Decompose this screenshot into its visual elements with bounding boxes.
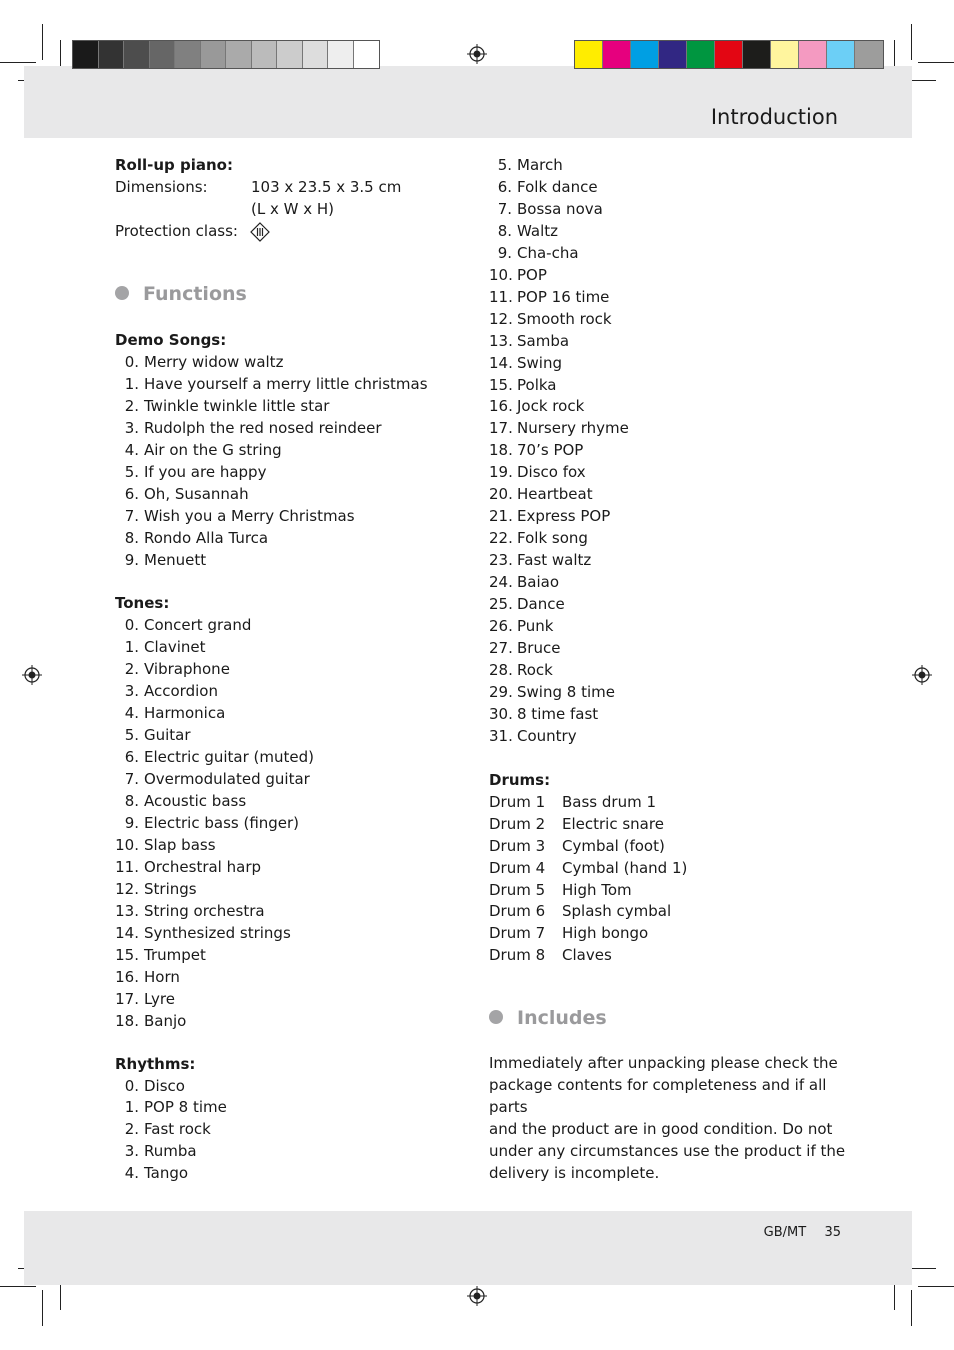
list-item-label: Slap bass: [144, 835, 216, 854]
list-item: [115, 681, 455, 703]
list-item: [115, 813, 455, 835]
color-swatch: [687, 41, 715, 68]
list-item-label: Concert grand: [144, 616, 252, 635]
demo-songs-list: [115, 352, 455, 572]
color-swatch: [175, 41, 201, 68]
crop-mark: [42, 1290, 43, 1326]
list-item-number: 15.: [115, 945, 139, 964]
list-item-number: 7.: [124, 506, 139, 525]
list-item: [115, 462, 455, 484]
list-item: [115, 396, 455, 418]
color-swatch: [715, 41, 743, 68]
list-item: [115, 1141, 455, 1163]
crop-mark: [894, 1282, 895, 1310]
drum-number: Drum 4: [489, 858, 546, 877]
list-item-label: Nursery rhyme: [517, 419, 629, 438]
list-item: [489, 594, 849, 616]
list-item: [489, 309, 849, 331]
list-item-label: POP: [517, 265, 547, 284]
registration-mark-icon: [467, 44, 487, 64]
list-item-number: 3.: [124, 682, 139, 701]
list-item: [115, 659, 455, 681]
list-item: [489, 155, 849, 177]
protection-class-iii-icon: [250, 222, 270, 242]
list-item-number: 3.: [124, 1142, 139, 1161]
list-item-label: Heartbeat: [517, 485, 593, 504]
color-swatch: [99, 41, 125, 68]
list-item-number: 19.: [489, 463, 513, 482]
list-item-label: Disco fox: [517, 463, 586, 482]
color-swatch: [743, 41, 771, 68]
list-item-label: Samba: [517, 331, 570, 350]
drum-row: [489, 945, 687, 967]
list-item-number: 18.: [115, 1011, 139, 1030]
list-item-number: 30.: [489, 704, 513, 723]
list-item: [115, 550, 455, 572]
list-item-label: Strings: [144, 879, 197, 898]
crop-mark: [911, 1290, 912, 1326]
list-item: [115, 1076, 455, 1098]
list-item-number: 9.: [497, 243, 512, 262]
rollup-piano-specs: [115, 155, 445, 243]
list-item: [115, 506, 455, 528]
tones-heading: Tones:: [115, 594, 170, 613]
list-item-number: 8.: [124, 792, 139, 811]
list-item-label: Overmodulated guitar: [144, 770, 310, 789]
list-item-label: Vibraphone: [144, 660, 230, 679]
list-item-label: Acoustic bass: [144, 792, 247, 811]
footer-band: [24, 1211, 912, 1285]
list-item-number: 1.: [124, 1098, 139, 1117]
list-item-label: Electric guitar (muted): [144, 748, 315, 767]
dimensions-value: 103 x 23.5 x 3.5 cm: [251, 177, 402, 196]
list-item: [115, 440, 455, 462]
list-item-number: 6.: [124, 748, 139, 767]
drum-number: Drum 5: [489, 880, 546, 899]
list-item: [489, 506, 849, 528]
list-item-label: Lyre: [144, 989, 175, 1008]
list-item-label: Dance: [517, 595, 565, 614]
list-item-label: POP 16 time: [517, 287, 610, 306]
color-swatch: [799, 41, 827, 68]
list-item: [115, 484, 455, 506]
list-item-label: Bruce: [517, 638, 561, 657]
list-item-number: 8.: [497, 221, 512, 240]
includes-paragraph: [489, 1053, 849, 1185]
list-item-number: 11.: [489, 287, 513, 306]
list-item: [115, 857, 455, 879]
list-item-number: 13.: [115, 901, 139, 920]
list-item: [115, 791, 455, 813]
drums-heading: Drums:: [489, 770, 551, 789]
list-item-number: 5.: [497, 156, 512, 174]
drum-number: Drum 3: [489, 836, 546, 855]
list-item-number: 17.: [489, 419, 513, 438]
list-item: [115, 725, 455, 747]
list-item-number: 5.: [124, 462, 139, 481]
footer-locale: GB/MT: [763, 1225, 807, 1240]
drum-sound: Claves: [562, 946, 612, 965]
list-item: [115, 923, 455, 945]
list-item: [115, 374, 455, 396]
list-item-number: 0.: [124, 1076, 139, 1095]
page-footer: [764, 1225, 841, 1240]
drum-sound: Cymbal (foot): [562, 836, 665, 855]
list-item-number: 31.: [489, 726, 513, 745]
list-item-number: 10.: [489, 265, 513, 284]
drum-sound: Electric snare: [562, 814, 664, 833]
list-item-label: Express POP: [517, 507, 611, 526]
list-item-label: Baiao: [517, 573, 560, 592]
registration-mark-icon: [467, 1286, 487, 1306]
list-item-number: 7.: [124, 770, 139, 789]
list-item-label: Swing 8 time: [517, 682, 615, 701]
color-swatch: [124, 41, 150, 68]
crop-mark: [60, 1282, 61, 1310]
list-item: [489, 353, 849, 375]
list-item-number: 6.: [497, 177, 512, 196]
list-item: [115, 879, 455, 901]
rollup-piano-heading: Roll-up piano:: [115, 156, 233, 174]
crop-mark: [42, 24, 43, 60]
list-item: [115, 615, 455, 637]
list-item: [115, 747, 455, 769]
list-item-number: 3.: [124, 418, 139, 437]
list-item-label: String orchestra: [144, 901, 265, 920]
list-item-label: Punk: [517, 617, 554, 636]
drum-row: [489, 858, 687, 880]
color-swatch: [150, 41, 176, 68]
list-item: [489, 550, 849, 572]
list-item-number: 1.: [124, 374, 139, 393]
color-swatch: [827, 41, 855, 68]
color-swatch: [575, 41, 603, 68]
list-item-number: 7.: [497, 199, 512, 218]
list-item-number: 12.: [489, 309, 513, 328]
list-item: [489, 726, 849, 748]
list-item: [115, 528, 455, 550]
list-item-label: Accordion: [144, 682, 218, 701]
list-item-label: Polka: [517, 375, 557, 394]
registration-mark-icon: [22, 665, 42, 685]
protection-class-label: Protection class:: [115, 221, 238, 240]
list-item-label: Jock rock: [517, 397, 585, 416]
list-item: [115, 1011, 455, 1033]
list-item-number: 12.: [115, 879, 139, 898]
functions-heading-label: Functions: [143, 283, 247, 305]
color-swatch: [631, 41, 659, 68]
drum-number: Drum 6: [489, 902, 546, 921]
crop-mark: [918, 1286, 954, 1287]
list-item: [489, 221, 849, 243]
list-item-label: Synthesized strings: [144, 923, 291, 942]
color-swatch: [328, 41, 354, 68]
drum-sound: Splash cymbal: [562, 902, 672, 921]
list-item-label: POP 8 time: [144, 1098, 227, 1117]
includes-line: delivery is incomplete.: [489, 1163, 660, 1182]
drum-sound: High Tom: [562, 880, 632, 899]
left-column-lists: [115, 330, 455, 1185]
list-item: [489, 638, 849, 660]
list-item-number: 1.: [124, 638, 139, 657]
list-item: [489, 572, 849, 594]
dimensions-unit: (L x W x H): [251, 199, 334, 218]
list-item: [489, 528, 849, 550]
drum-row: [489, 923, 687, 945]
page-title: Introduction: [710, 105, 838, 129]
list-item-label: Rock: [517, 660, 553, 679]
list-item: [489, 396, 849, 418]
list-item-label: If you are happy: [144, 462, 267, 481]
list-item-label: Fast rock: [144, 1120, 211, 1139]
list-item: [489, 484, 849, 506]
list-item-label: Trumpet: [144, 945, 206, 964]
list-item-number: 27.: [489, 638, 513, 657]
includes-heading: [489, 1007, 607, 1029]
list-item-number: 4.: [124, 1164, 139, 1183]
list-item-number: 0.: [124, 616, 139, 635]
list-item-number: 28.: [489, 660, 513, 679]
list-item-label: Rondo Alla Turca: [144, 528, 269, 547]
bullet-dot-icon: [489, 1010, 503, 1024]
includes-line: Immediately after unpacking please check the: [489, 1054, 838, 1072]
list-item: [489, 265, 849, 287]
list-item: [115, 769, 455, 791]
list-item-label: Tango: [144, 1164, 189, 1183]
list-item-number: 16.: [115, 967, 139, 986]
list-item: [115, 835, 455, 857]
right-column-lists: [489, 155, 849, 967]
list-item-number: 2.: [124, 396, 139, 415]
list-item-label: Wish you a Merry Christmas: [144, 506, 355, 525]
list-item: [489, 682, 849, 704]
list-item-label: Cha-cha: [517, 243, 579, 262]
color-swatch: [855, 41, 883, 68]
list-item-label: Twinkle twinkle little star: [144, 396, 330, 415]
list-item-number: 14.: [489, 353, 513, 372]
list-item: [115, 637, 455, 659]
drum-sound: High bongo: [562, 924, 649, 943]
color-swatch: [201, 41, 227, 68]
list-item: [489, 243, 849, 265]
list-item: [489, 331, 849, 353]
dimensions-label: Dimensions:: [115, 177, 208, 196]
list-item-number: 2.: [124, 1120, 139, 1139]
list-item-label: Guitar: [144, 726, 191, 745]
drum-number: Drum 2: [489, 814, 546, 833]
list-item-number: 8.: [124, 528, 139, 547]
list-item-number: 25.: [489, 595, 513, 614]
tones-list: [115, 615, 455, 1032]
list-item: [115, 901, 455, 923]
list-item-number: 15.: [489, 375, 513, 394]
list-item-number: 20.: [489, 485, 513, 504]
list-item-number: 13.: [489, 331, 513, 350]
list-item: [115, 945, 455, 967]
list-item: [115, 352, 455, 374]
page-number: 35: [824, 1225, 841, 1240]
drum-number: Drum 7: [489, 924, 546, 943]
list-item-label: 8 time fast: [517, 704, 599, 723]
drums-table: [489, 792, 687, 968]
list-item-label: Horn: [144, 967, 180, 986]
list-item-label: 70’s POP: [517, 441, 584, 460]
list-item: [115, 1119, 455, 1141]
includes-line: and the product are in good condition. Do not: [489, 1119, 833, 1138]
color-swatch: [252, 41, 278, 68]
list-item-number: 17.: [115, 989, 139, 1008]
drum-sound: Bass drum 1: [562, 792, 656, 811]
drum-row: [489, 880, 687, 902]
list-item-number: 21.: [489, 507, 513, 526]
list-item: [489, 418, 849, 440]
list-item-label: Oh, Susannah: [144, 484, 249, 503]
crop-mark: [918, 62, 954, 63]
list-item: [489, 660, 849, 682]
drum-row: [489, 836, 687, 858]
list-item-number: 23.: [489, 551, 513, 570]
drum-row: [489, 814, 687, 836]
list-item-label: Disco: [144, 1076, 185, 1095]
rhythms-list: [115, 1076, 455, 1186]
list-item-label: Rumba: [144, 1142, 197, 1161]
drum-sound: Cymbal (hand 1): [562, 858, 688, 877]
list-item: [489, 462, 849, 484]
color-swatch: [277, 41, 303, 68]
list-item-label: Folk song: [517, 529, 588, 548]
list-item-label: Merry widow waltz: [144, 352, 284, 371]
rhythms-list-continued: [489, 155, 849, 748]
list-item-number: 24.: [489, 573, 513, 592]
list-item-label: Folk dance: [517, 177, 598, 196]
list-item-label: Waltz: [517, 221, 558, 240]
list-item: [115, 967, 455, 989]
drum-row: [489, 901, 687, 923]
list-item-number: 6.: [124, 484, 139, 503]
crop-mark: [911, 24, 912, 60]
drum-number: Drum 1: [489, 792, 546, 811]
list-item: [115, 703, 455, 725]
list-item: [489, 704, 849, 726]
list-item-number: 16.: [489, 397, 513, 416]
list-item-number: 14.: [115, 923, 139, 942]
crop-mark: [0, 1286, 36, 1287]
color-swatch: [73, 41, 99, 68]
color-calibration-strip: [574, 40, 884, 69]
list-item-label: Rudolph the red nosed reindeer: [144, 418, 382, 437]
list-item-number: 22.: [489, 529, 513, 548]
list-item-label: Banjo: [144, 1011, 187, 1030]
list-item-number: 4.: [124, 704, 139, 723]
list-item: [489, 199, 849, 221]
list-item-number: 4.: [124, 440, 139, 459]
list-item-number: 18.: [489, 441, 513, 460]
list-item: [489, 287, 849, 309]
list-item: [489, 616, 849, 638]
list-item-number: 9.: [124, 814, 139, 833]
color-swatch: [771, 41, 799, 68]
color-swatch: [354, 41, 379, 68]
color-swatch: [226, 41, 252, 68]
crop-mark: [0, 62, 36, 63]
list-item-number: 29.: [489, 682, 513, 701]
list-item-number: 10.: [115, 835, 139, 854]
rhythms-heading: Rhythms:: [115, 1054, 196, 1073]
color-swatch: [659, 41, 687, 68]
list-item-label: Orchestral harp: [144, 857, 262, 876]
drum-number: Drum 8: [489, 946, 546, 965]
list-item-label: Bossa nova: [517, 199, 603, 218]
list-item-label: Clavinet: [144, 638, 206, 657]
demo-songs-heading: Demo Songs:: [115, 331, 227, 349]
list-item-number: 9.: [124, 550, 139, 569]
includes-line: under any circumstances use the product if the: [489, 1141, 846, 1160]
list-item: [115, 418, 455, 440]
list-item: [489, 177, 849, 199]
list-item-number: 2.: [124, 660, 139, 679]
color-swatch: [303, 41, 329, 68]
bullet-dot-icon: [115, 286, 129, 300]
list-item-number: 11.: [115, 857, 139, 876]
list-item-number: 0.: [124, 352, 139, 371]
drum-row: [489, 792, 687, 814]
list-item-label: Air on the G string: [144, 440, 282, 459]
registration-mark-icon: [912, 665, 932, 685]
list-item-label: Harmonica: [144, 704, 226, 723]
includes-line: package contents for completeness and if all parts: [489, 1075, 827, 1116]
list-item: [489, 375, 849, 397]
list-item-label: Fast waltz: [517, 551, 592, 570]
list-item-label: Country: [517, 726, 577, 745]
list-item-label: Electric bass (finger): [144, 814, 300, 833]
list-item-label: Smooth rock: [517, 309, 612, 328]
list-item-label: March: [517, 156, 563, 174]
list-item: [115, 1163, 455, 1185]
color-swatch: [603, 41, 631, 68]
list-item-label: Menuett: [144, 550, 207, 569]
list-item-label: Have yourself a merry little christmas: [144, 374, 428, 393]
list-item: [489, 440, 849, 462]
grey-calibration-strip: [72, 40, 380, 69]
list-item: [115, 1097, 455, 1119]
list-item-label: Swing: [517, 353, 562, 372]
list-item-number: 5.: [124, 726, 139, 745]
functions-heading: [115, 283, 247, 305]
list-item: [115, 989, 455, 1011]
list-item-number: 26.: [489, 617, 513, 636]
includes-heading-label: Includes: [517, 1007, 607, 1029]
